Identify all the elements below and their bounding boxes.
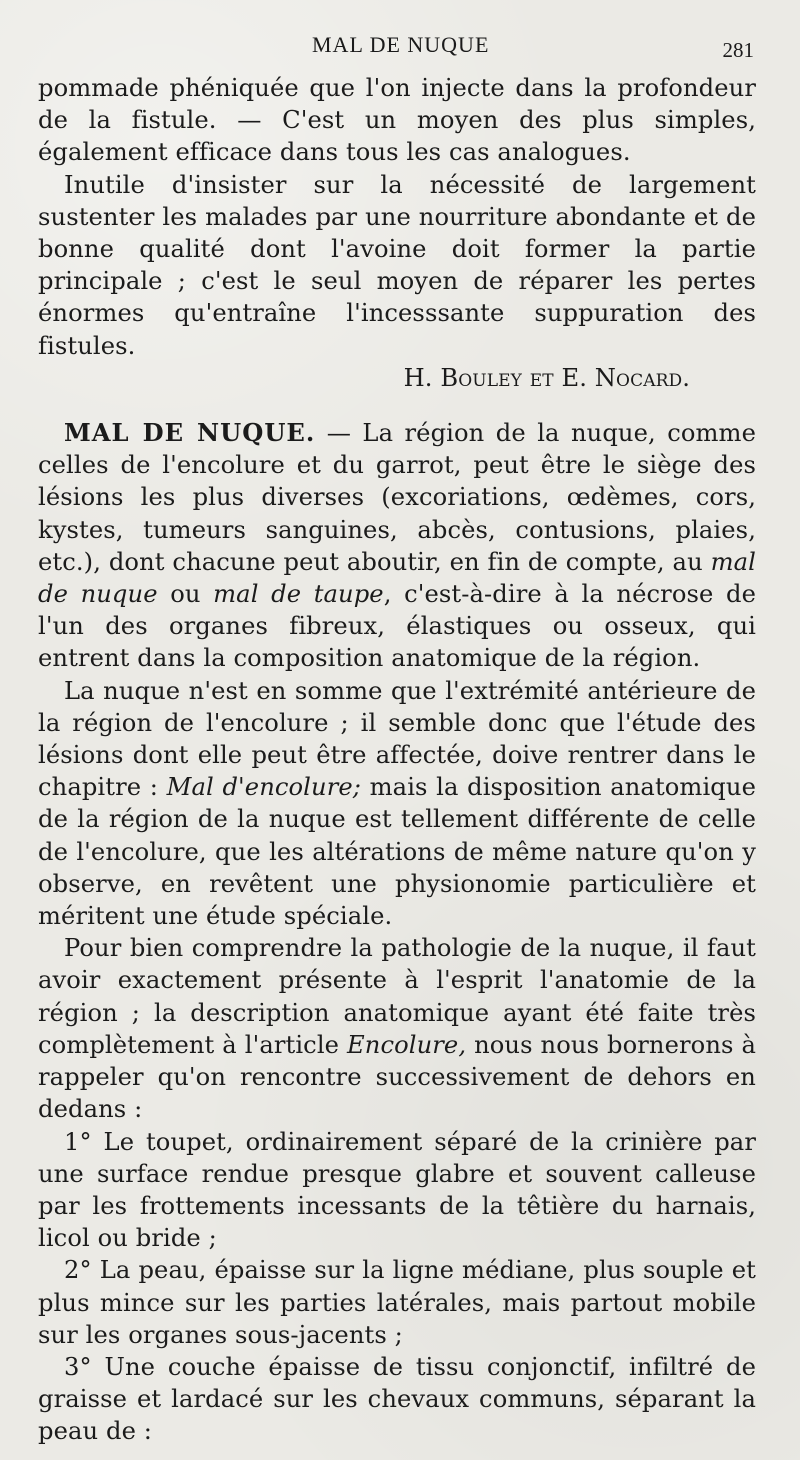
paragraph-4-end: mais la disposition anatomique de la région de la nuque est tellement différente de celle de l'encolure, que les altérations de même nature qu'on y observe, en revêtent une physionomie particulière et méritent une étude spéciale. <box>38 773 756 931</box>
paragraph-5 <box>38 932 756 1125</box>
page-number: 281 <box>722 38 754 62</box>
list-item-3: 3° Une couche épaisse de tissu conjonctif, infiltré de graisse et lardacé sur les chevaux communs, séparant la peau de : <box>38 1352 756 1446</box>
connector-text: ou <box>157 580 214 609</box>
paragraph-4 <box>38 675 756 933</box>
paragraph-5-start: Pour bien comprendre la pathologie de la nuque, il faut avoir exactement présente à l'esprit l'anatomie de la région ; la description anatomique ayant été faite très complètement à l'article <box>38 934 756 1059</box>
section-intro-end: , c'est-à-dire à la nécrose de l'un des organes fibreux, élastiques ou osseux, qui entrent dans la composition anatomique de la région. <box>38 580 756 673</box>
author-signature: H. Bouley et E. Nocard. <box>403 363 690 392</box>
section-intro-paragraph <box>38 417 756 675</box>
italic-term-mal-de-nuque: mal de nuque <box>38 547 756 609</box>
italic-term-mal-de-taupe: mal de taupe <box>213 580 384 609</box>
paragraph-5-end: nous nous bornerons à rappeler qu'on rencontre successivement de dehors en dedans : <box>38 1030 756 1124</box>
list-item-1: 1° Le toupet, ordinairement séparé de la crinière par une surface rendue presque glabre et souvent calleuse par les frottements incessants de la têtière du harnais, licol ou bride ; <box>38 1127 756 1253</box>
section-intro-text: — La région de la nuque, comme celles de l'encolure et du garrot, peut être le siège des lésions les plus diverses (excoriations, œdèmes, cors, kystes, tumeurs sanguines, abcès, contusions, plaies, etc.), dont chacune peut aboutir, en fin de compte, au <box>38 419 756 576</box>
list-item-2: 2° La peau, épaisse sur la ligne médiane, plus souple et plus mince sur les parties latérales, mais partout mobile sur les organes sous-jacents ; <box>38 1256 756 1349</box>
main-text <box>38 72 756 1448</box>
section-gap <box>38 394 756 417</box>
italic-term-mal-d-encolure: Mal d'encolure; <box>166 773 362 802</box>
paragraph-4-start: La nuque n'est en somme que l'extrémité antérieure de la région de l'encolure ; il semble donc que l'étude des lésions dont elle peut être affectée, doive rentrer dans le chapitre : <box>38 676 756 802</box>
paragraph-2: Inutile d'insister sur la nécessité de largement sustenter les malades par une nourriture abondante et de bonne qualité dont l'avoine doit former la partie principale ; c'est le seul moyen de réparer les pertes énormes qu'entraîne l'incesssante suppuration des fistules. <box>38 170 756 360</box>
running-title: MAL DE NUQUE <box>312 32 490 57</box>
page-header <box>0 32 800 64</box>
italic-term-encolure: Encolure, <box>347 1030 467 1059</box>
section-heading: MAL DE NUQUE. <box>64 418 316 448</box>
paragraph-1: pommade phéniquée que l'on injecte dans la profondeur de la fistule. — C'est un moyen des plus simples, également efficace dans tous les cas analogues. <box>38 74 756 167</box>
